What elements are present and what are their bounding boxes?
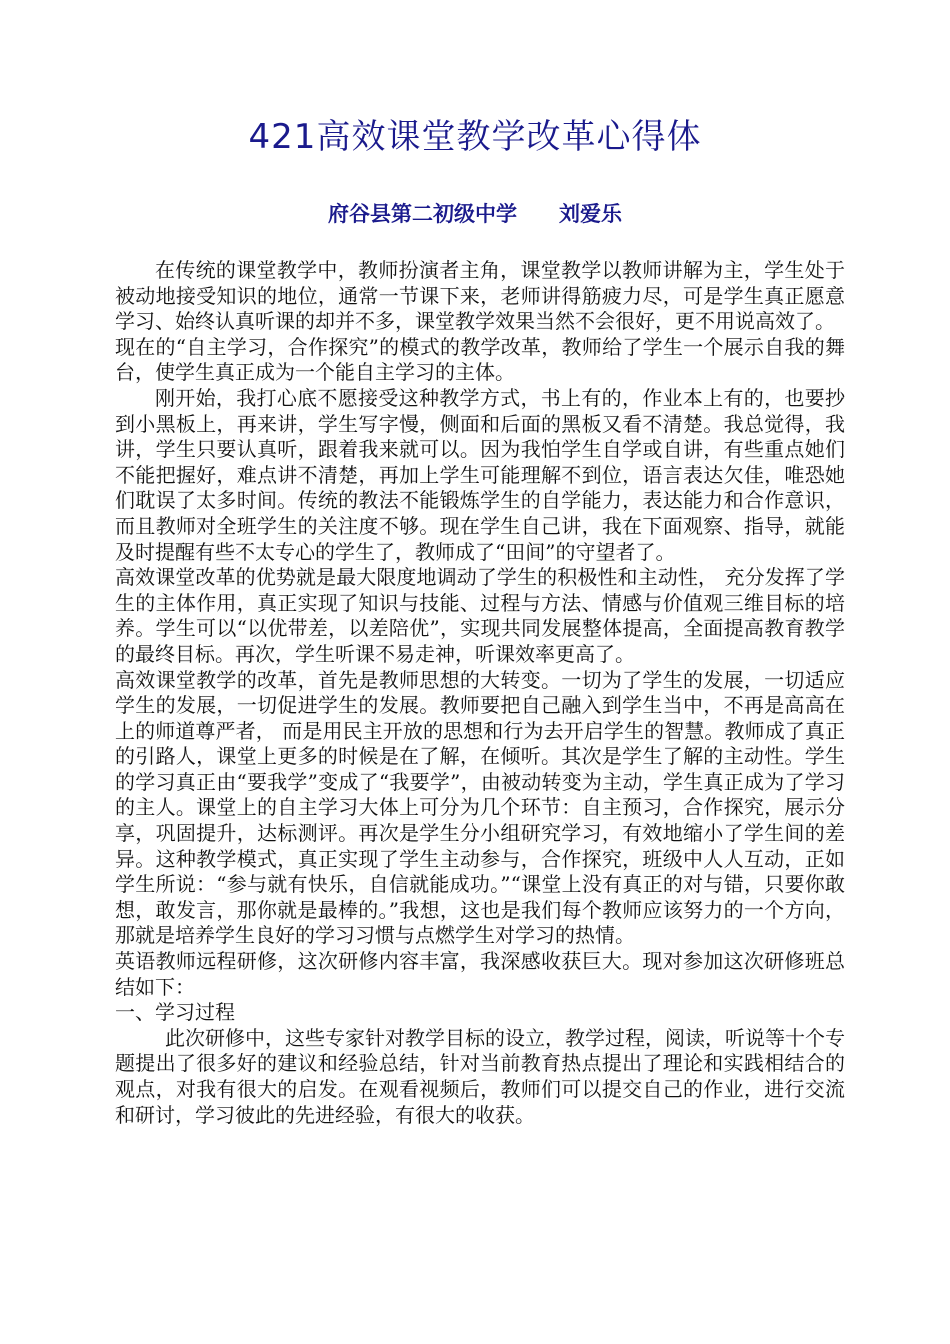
- paragraph-training-content: 此次研修中，这些专家针对教学目标的设立，教学过程，阅读，听说等十个专题提出了很多好的建议和经验总结，针对当前教育热点提出了理论和实践相结合的观点，对我有很大的启发。在观看视频后，教师们可以提交自己的作业，进行交流和研讨，学习彼此的先进经验，有很大的收获。: [115, 1025, 845, 1127]
- paragraph-new-model: 现在的“自主学习，合作探究”的模式的教学改革，教师给了学生一个展示自我的舞台，使学生真正成为一个能自主学习的主体。: [115, 334, 845, 385]
- paragraph-traditional-teaching: 在传统的课堂教学中，教师扮演者主角，课堂教学以教师讲解为主，学生处于被动地接受知识的地位，通常一节课下来，老师讲得筋疲力尽，可是学生真正愿意学习、始终认真听课的却并不多，课堂教学效果当然不会很好，更不用说高效了。: [115, 258, 845, 334]
- paragraph-initial-reluctance: 刚开始，我打心底不愿接受这种教学方式，书上有的，作业本上有的，也要抄到小黑板上，再来讲，学生写字慢，侧面和后面的黑板又看不清楚。我总觉得，我讲，学生只要认真听，跟着我来就可以。因为我怕学生自学或自讲，有些重点她们不能把握好，难点讲不清楚，再加上学生可能理解不到位，语言表达欠佳，唯恐她们耽误了太多时间。传统的教法不能锻炼学生的自学能力，表达能力和合作意识，而且教师对全班学生的关注度不够。现在学生自己讲，我在下面观察、指导，就能及时提醒有些不太专心的学生了，教师成了“田间”的守望者了。: [115, 385, 845, 564]
- paragraph-teacher-transformation: 高效课堂教学的改革，首先是教师思想的大转变。一切为了学生的发展，一切适应学生的发展，一切促进学生的发展。教师要把自己融入到学生当中，不再是高高在上的师道尊严者， 而是用民主开放的思想和行为去开启学生的智慧。教师成了真正的引路人，课堂上更多的时候是在了解，在倾听。其次是学生了解的主动性。学生的学习真正由“要我学”变成了“我要学”，由被动转变为主动，学生真正成为了学习的主人。课堂上的自主学习大体上可分为几个环节：自主预习，合作探究，展示分享，巩固提升，达标测评。再次是学生分小组研究学习，有效地缩小了学生间的差异。这种教学模式，真正实现了学生主动参与，合作探究，班级中人人互动，正如学生所说：“参与就有快乐，自信就能成功。”“课堂上没有真正的对与错，只要你敢想，敢发言，那你就是最棒的。”我想，这也是我们每个教师应该努力的一个方向，那就是培养学生良好的学习习惯与点燃学生对学习的热情。: [115, 667, 845, 948]
- author-line: 府谷县第二初级中学 刘爱乐: [328, 202, 622, 226]
- document-title: 421高效课堂教学改革心得体: [248, 117, 702, 157]
- section-heading-learning-process: 一、学习过程: [115, 1000, 235, 1025]
- paragraph-advantages: 高效课堂改革的优势就是最大限度地调动了学生的积极性和主动性， 充分发挥了学生的主体作用，真正实现了知识与技能、过程与方法、情感与价值观三维目标的培养。学生可以“以优带差，以差陪优”，实现共同发展整体提高，全面提高教育教学的最终目标。再次，学生听课不易走神，听课效率更高了。: [115, 565, 845, 666]
- document-body: [115, 258, 845, 1128]
- paragraph-remote-training: 英语教师远程研修，这次研修内容丰富，我深感收获巨大。现对参加这次研修班总结如下：: [115, 949, 845, 999]
